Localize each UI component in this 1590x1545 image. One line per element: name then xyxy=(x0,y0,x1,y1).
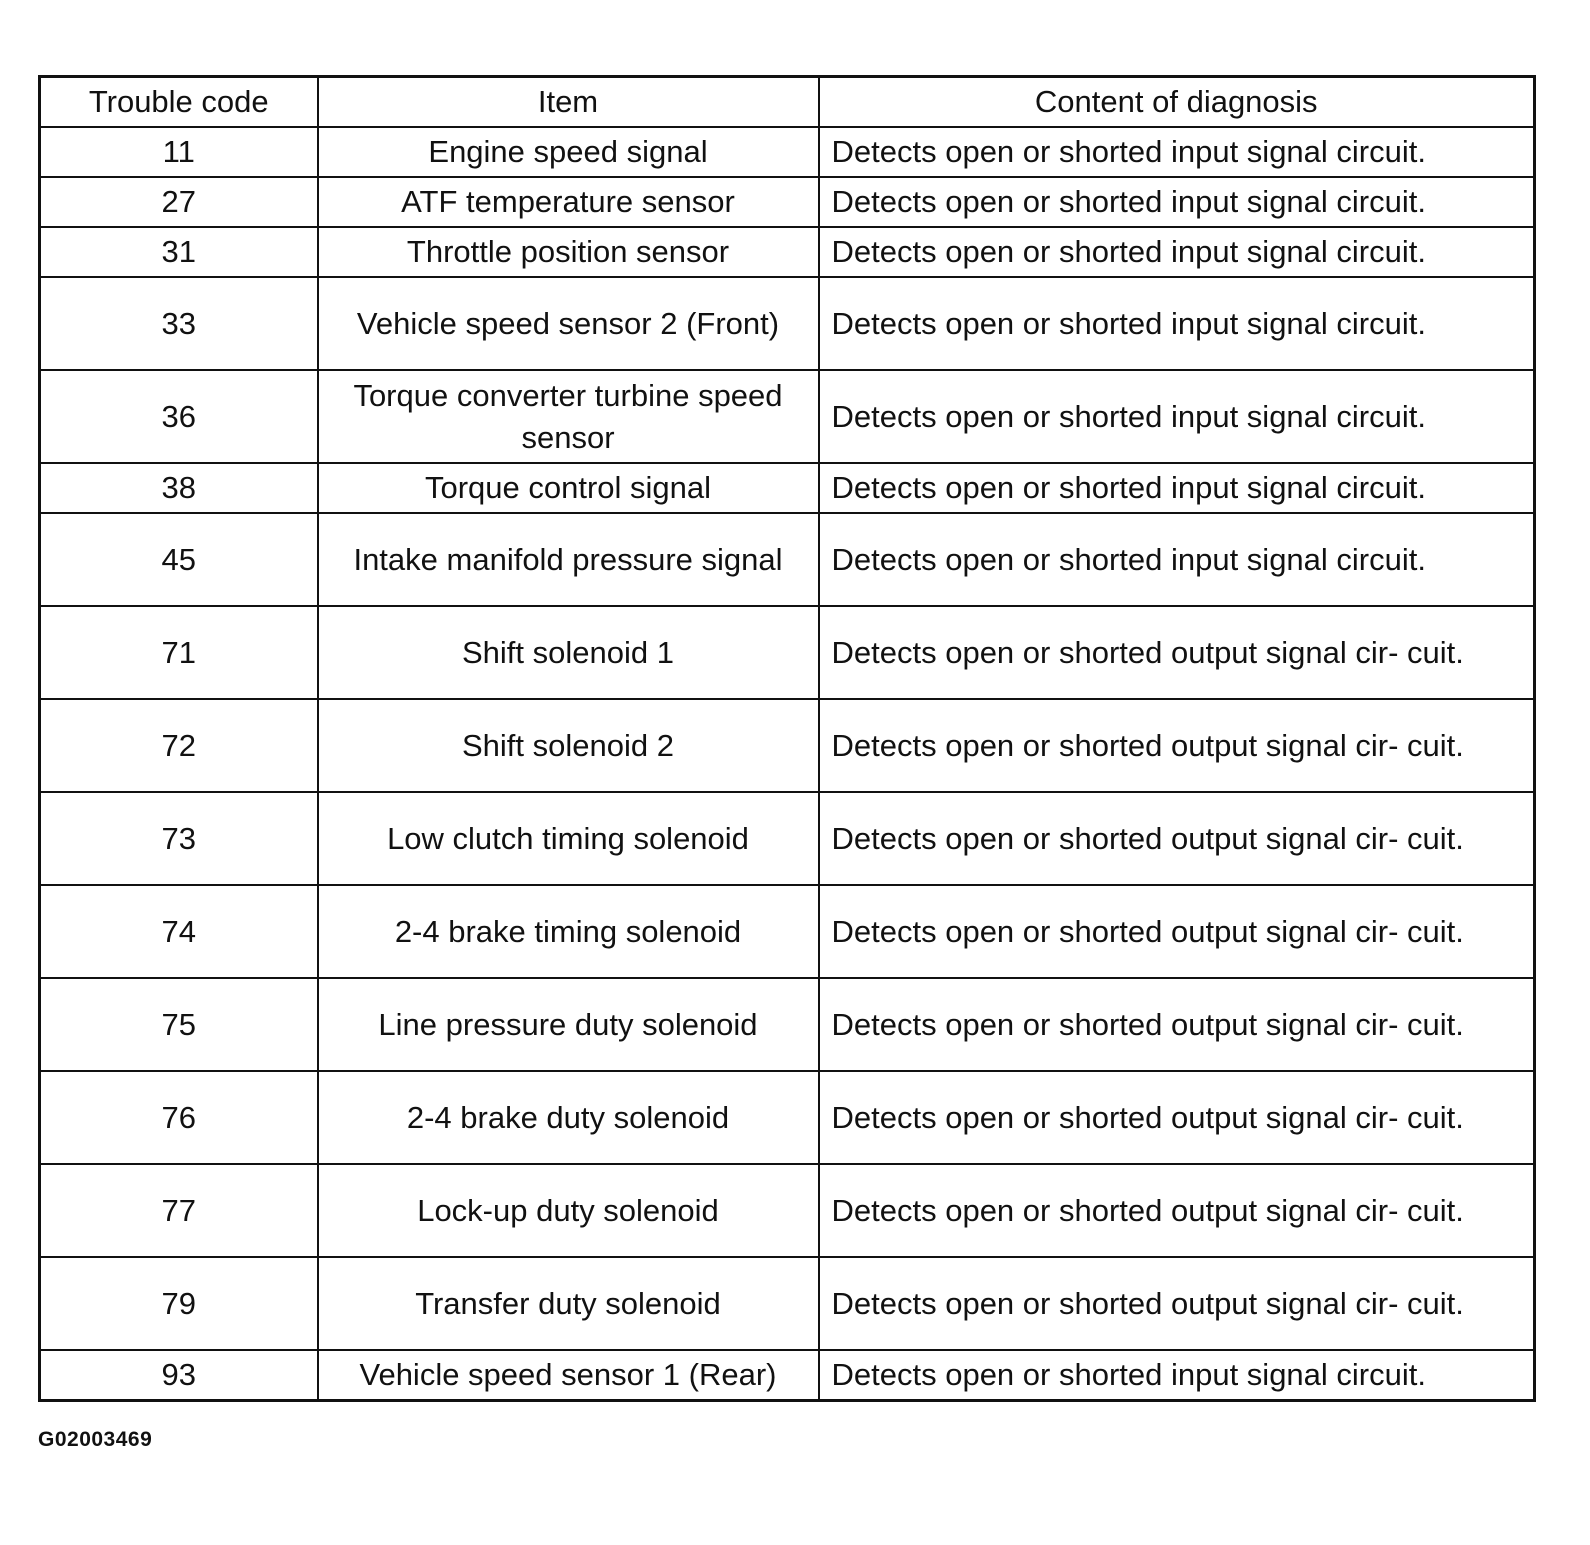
cell-trouble-code: 72 xyxy=(40,699,318,792)
table-row xyxy=(40,1350,1535,1401)
cell-trouble-code: 27 xyxy=(40,177,318,227)
table-row xyxy=(40,699,1535,792)
cell-item: Line pressure duty solenoid xyxy=(318,978,819,1071)
cell-item: Torque converter turbine speed sensor xyxy=(318,370,819,463)
table-row xyxy=(40,792,1535,885)
table-row xyxy=(40,513,1535,606)
cell-item: Shift solenoid 1 xyxy=(318,606,819,699)
cell-content: Detects open or shorted output signal cir- cuit. xyxy=(819,1164,1535,1257)
cell-content: Detects open or shorted input signal circuit. xyxy=(819,177,1535,227)
table-row xyxy=(40,177,1535,227)
cell-content: Detects open or shorted output signal cir- cuit. xyxy=(819,1257,1535,1350)
trouble-code-table xyxy=(38,75,1536,1402)
cell-item: 2-4 brake timing solenoid xyxy=(318,885,819,978)
table-row xyxy=(40,277,1535,370)
figure-id: G02003469 xyxy=(38,1428,153,1451)
table-row xyxy=(40,978,1535,1071)
cell-item: Transfer duty solenoid xyxy=(318,1257,819,1350)
cell-content: Detects open or shorted input signal circuit. xyxy=(819,127,1535,177)
cell-trouble-code: 38 xyxy=(40,463,318,513)
cell-trouble-code: 36 xyxy=(40,370,318,463)
table-header-row xyxy=(40,77,1535,128)
cell-trouble-code: 93 xyxy=(40,1350,318,1401)
cell-content: Detects open or shorted input signal circuit. xyxy=(819,227,1535,277)
table-row xyxy=(40,227,1535,277)
cell-item: Vehicle speed sensor 2 (Front) xyxy=(318,277,819,370)
table-row xyxy=(40,463,1535,513)
cell-content: Detects open or shorted output signal cir- cuit. xyxy=(819,885,1535,978)
cell-item: Low clutch timing solenoid xyxy=(318,792,819,885)
cell-item: ATF temperature sensor xyxy=(318,177,819,227)
cell-content: Detects open or shorted output signal cir- cuit. xyxy=(819,978,1535,1071)
header-item: Item xyxy=(318,77,819,128)
cell-item: Lock-up duty solenoid xyxy=(318,1164,819,1257)
cell-content: Detects open or shorted output signal cir- cuit. xyxy=(819,1071,1535,1164)
header-content-of-diagnosis: Content of diagnosis xyxy=(819,77,1535,128)
cell-item: Vehicle speed sensor 1 (Rear) xyxy=(318,1350,819,1401)
cell-trouble-code: 11 xyxy=(40,127,318,177)
table-row xyxy=(40,127,1535,177)
cell-content: Detects open or shorted output signal cir- cuit. xyxy=(819,699,1535,792)
cell-content: Detects open or shorted input signal circuit. xyxy=(819,1350,1535,1401)
cell-content: Detects open or shorted input signal circuit. xyxy=(819,370,1535,463)
cell-trouble-code: 77 xyxy=(40,1164,318,1257)
table-row xyxy=(40,370,1535,463)
cell-item: Throttle position sensor xyxy=(318,227,819,277)
table-row xyxy=(40,606,1535,699)
cell-content: Detects open or shorted output signal cir- cuit. xyxy=(819,606,1535,699)
cell-trouble-code: 79 xyxy=(40,1257,318,1350)
cell-content: Detects open or shorted input signal circuit. xyxy=(819,463,1535,513)
cell-content: Detects open or shorted input signal circuit. xyxy=(819,277,1535,370)
cell-trouble-code: 31 xyxy=(40,227,318,277)
cell-item: Engine speed signal xyxy=(318,127,819,177)
cell-content: Detects open or shorted input signal circuit. xyxy=(819,513,1535,606)
table-row xyxy=(40,1257,1535,1350)
cell-item: Intake manifold pressure signal xyxy=(318,513,819,606)
cell-content: Detects open or shorted output signal cir- cuit. xyxy=(819,792,1535,885)
cell-trouble-code: 74 xyxy=(40,885,318,978)
table-row xyxy=(40,885,1535,978)
cell-item: Shift solenoid 2 xyxy=(318,699,819,792)
cell-item: Torque control signal xyxy=(318,463,819,513)
cell-item: 2-4 brake duty solenoid xyxy=(318,1071,819,1164)
cell-trouble-code: 75 xyxy=(40,978,318,1071)
header-trouble-code: Trouble code xyxy=(40,77,318,128)
table-row xyxy=(40,1164,1535,1257)
cell-trouble-code: 73 xyxy=(40,792,318,885)
table-row xyxy=(40,1071,1535,1164)
cell-trouble-code: 76 xyxy=(40,1071,318,1164)
cell-trouble-code: 71 xyxy=(40,606,318,699)
cell-trouble-code: 33 xyxy=(40,277,318,370)
cell-trouble-code: 45 xyxy=(40,513,318,606)
